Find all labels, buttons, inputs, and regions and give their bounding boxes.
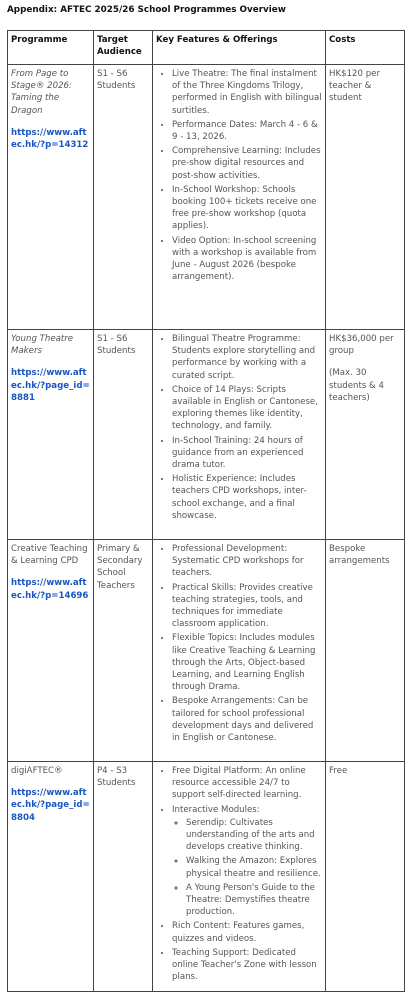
feature-item: • Live Theatre: The final instalment of the Three Kingdoms Trilogy, performed in English with bilingual surtitles. — [172, 68, 322, 117]
feature-item: • Bilingual Theatre Programme: Students explore storytelling and performance by working with a curated script. — [172, 333, 322, 382]
audience-text: S1 - S6 Students — [97, 69, 136, 92]
audience-cell — [94, 540, 153, 762]
feature-item: • Teaching Support: Dedicated online Teacher's Zone with lesson plans. — [172, 947, 322, 984]
table-row — [8, 762, 405, 992]
table-header-row — [8, 31, 405, 65]
header-audience: Target Audience — [94, 31, 153, 65]
page-title: Appendix: AFTEC 2025/26 School Programmes Overview — [7, 5, 286, 15]
feature-item: • Professional Development: Systematic CPD workshops for teachers. — [172, 543, 322, 580]
features-list — [156, 543, 322, 744]
feature-item: • Flexible Topics: Includes modules like Creative Teaching & Learning through the Arts, Object-based Learning, and Learning English through Drama. — [172, 632, 322, 693]
cost-text: Bespoke arrangements — [329, 544, 390, 567]
header-programme: Programme — [8, 31, 94, 65]
cost-cell — [326, 540, 405, 762]
feature-item: • Video Option: In-school screening with a workshop is available from June - August 2026 (bespoke arrangement). — [172, 235, 322, 284]
features-list — [156, 765, 322, 983]
module-item: ◦ A Young Person's Guide to the Theatre: Demystifies theatre production. — [186, 882, 322, 919]
module-item: ◦ Walking the Amazon: Explores physical theatre and resilience. — [186, 855, 322, 879]
programme-cell — [8, 330, 94, 540]
cost-note: (Max. 30 students & 4 teachers) — [329, 368, 384, 403]
feature-item: • In-School Workshop: Schools booking 100+ tickets receive one free pre-show workshop (quota applies). — [172, 184, 322, 233]
features-list — [156, 333, 322, 522]
feature-item: • In-School Training: 24 hours of guidance from an experienced drama tutor. — [172, 435, 322, 472]
programme-name: Young Theatre Makers — [11, 334, 74, 357]
cost-cell — [326, 762, 405, 992]
cost-text: HK$36,000 per group — [329, 334, 394, 357]
programme-name: digiAFTEC® — [11, 766, 63, 776]
programme-name: From Page to Stage® 2026: Taming the Dragon — [11, 69, 72, 116]
feature-item-modules — [172, 804, 322, 919]
modules-list — [172, 817, 322, 919]
table-row — [8, 330, 405, 540]
feature-item: • Performance Dates: March 4 - 6 & 9 - 13, 2026. — [172, 119, 322, 143]
feature-item: • Practical Skills: Provides creative teaching strategies, tools, and techniques for immediate classroom application. — [172, 582, 322, 631]
features-cell — [153, 65, 326, 330]
header-features: Key Features & Offerings — [153, 31, 326, 65]
programme-link[interactable]: https://www.aftec.hk/?page_id=8881 — [11, 368, 90, 403]
cost-text: HK$120 per teacher & student — [329, 69, 380, 104]
programme-link[interactable]: https://www.aftec.hk/?p=14312 — [11, 127, 89, 151]
audience-text: S1 - S6 Students — [97, 334, 136, 357]
programmes-table — [7, 30, 405, 992]
programme-cell — [8, 762, 94, 992]
feature-item: • Rich Content: Features games, quizzes and videos. — [172, 920, 322, 944]
features-cell — [153, 330, 326, 540]
module-item: ◦ Serendip: Cultivates understanding of the arts and develops creative thinking. — [186, 817, 322, 854]
table-row — [8, 540, 405, 762]
feature-item-text: Interactive Modules: — [172, 804, 260, 815]
cost-text: Free — [329, 766, 348, 776]
programme-link[interactable]: https://www.aftec.hk/?page_id=8804 — [11, 788, 90, 823]
audience-text: Primary & Secondary School Teachers — [97, 544, 143, 591]
programme-cell — [8, 65, 94, 330]
programme-name: Creative Teaching & Learning CPD — [11, 544, 88, 567]
audience-cell — [94, 65, 153, 330]
audience-cell — [94, 762, 153, 992]
audience-cell — [94, 330, 153, 540]
feature-item: • Bespoke Arrangements: Can be tailored for school professional development days and delivered in English or Cantonese. — [172, 695, 322, 744]
audience-text: P4 - S3 Students — [97, 766, 136, 789]
cost-cell — [326, 65, 405, 330]
feature-item: • Holistic Experience: Includes teachers CPD workshops, inter-school exchange, and a final showcase. — [172, 473, 322, 522]
programme-cell — [8, 540, 94, 762]
feature-item: • Comprehensive Learning: Includes pre-show digital resources and post-show activities. — [172, 145, 322, 182]
feature-item: • Choice of 14 Plays: Scripts available in English or Cantonese, exploring themes like identity, technology, and family. — [172, 384, 322, 433]
programme-link[interactable]: https://www.aftec.hk/?p=14696 — [11, 578, 89, 601]
features-cell — [153, 540, 326, 762]
feature-item: • Free Digital Platform: An online resource accessible 24/7 to support self-directed learning. — [172, 765, 322, 802]
cost-cell — [326, 330, 405, 540]
header-costs: Costs — [326, 31, 405, 65]
features-cell — [153, 762, 326, 992]
features-list — [156, 68, 322, 283]
table-row — [8, 65, 405, 330]
